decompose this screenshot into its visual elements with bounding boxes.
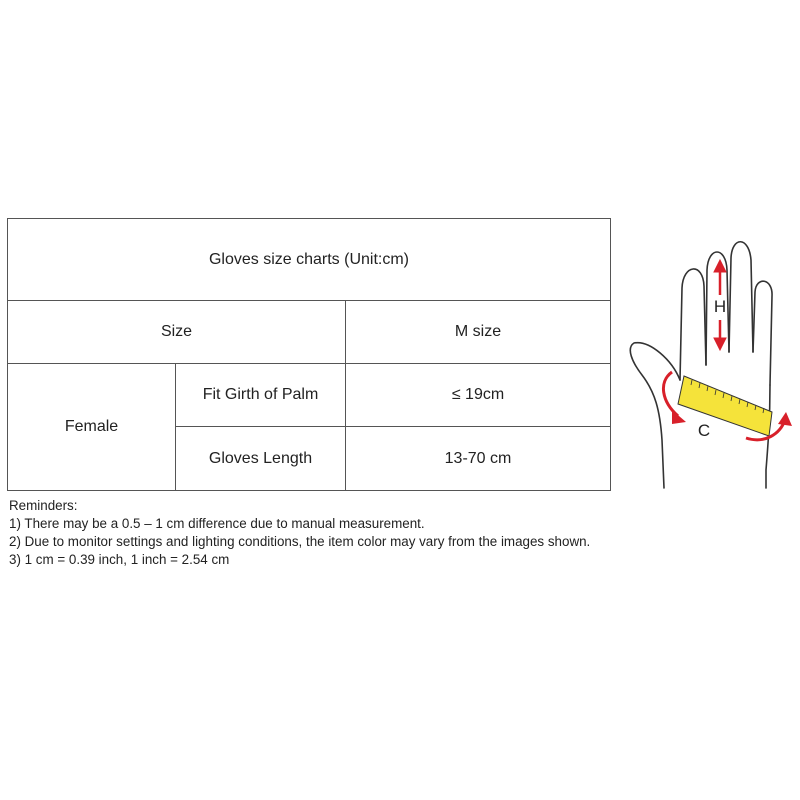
- middle-finger: [729, 242, 753, 352]
- circumference-label: C: [697, 421, 711, 440]
- reminder-item: 2) Due to monitor settings and lighting conditions, the item color may vary from the images shown.: [9, 534, 591, 549]
- size-value-header: M size: [346, 301, 611, 364]
- reminders-heading: Reminders:: [9, 498, 78, 513]
- row-label-palm-girth: Fit Girth of Palm: [176, 364, 346, 427]
- gender-label: Female: [8, 364, 176, 491]
- size-header: Size: [8, 301, 346, 364]
- row-value-gloves-length: 13-70 cm: [346, 427, 611, 491]
- measuring-tape: [678, 376, 772, 436]
- reminder-item: 1) There may be a 0.5 – 1 cm difference due to manual measurement.: [9, 516, 425, 531]
- table-title: Gloves size charts (Unit:cm): [8, 219, 611, 301]
- reminder-item: 3) 1 cm = 0.39 inch, 1 inch = 2.54 cm: [9, 552, 230, 567]
- reminders-section: [9, 497, 599, 569]
- pinky-finger: [680, 269, 706, 380]
- index-finger: [753, 281, 772, 385]
- height-label: H: [713, 297, 727, 316]
- size-chart-table: [7, 218, 611, 491]
- row-value-palm-girth: ≤ 19cm: [346, 364, 611, 427]
- row-label-gloves-length: Gloves Length: [176, 427, 346, 491]
- hand-measurement-illustration: [620, 240, 800, 490]
